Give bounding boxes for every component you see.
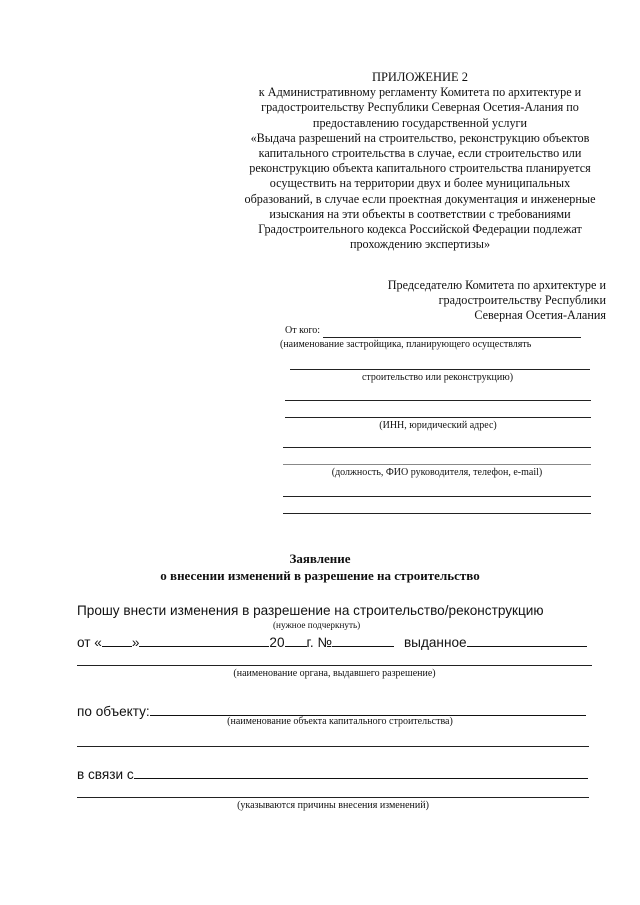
reason-label: в связи с [77, 767, 134, 782]
appendix-line: градостроительству Республики Северная Осетия-Алания по [261, 100, 579, 115]
contact-hint: (должность, ФИО руководителя, телефон, e-mail) [331, 467, 543, 478]
year-prefix: 20 [269, 635, 285, 650]
addressee-line: Северная Осетия-Алания [474, 308, 606, 323]
issued-by-field[interactable] [467, 632, 587, 647]
number-field[interactable] [332, 632, 394, 647]
reason-field[interactable] [134, 764, 588, 779]
appendix-line: капитального строительства в случае, если строительство или [258, 146, 582, 161]
appendix-line: изыскания на эти объекты в соответствии с требованиями [269, 206, 571, 221]
from-hint-2: строительство или реконструкцию) [361, 372, 514, 383]
year-field[interactable] [285, 632, 307, 647]
issuer-field-line[interactable] [77, 665, 592, 666]
day-field[interactable] [102, 632, 132, 647]
appendix-line: прохождению экспертизы» [349, 237, 491, 252]
addressee-line: градостроительству Республики [438, 293, 606, 308]
addressee-block [276, 278, 606, 324]
from-field-line[interactable] [290, 369, 590, 370]
contact-field-line[interactable] [283, 464, 591, 465]
issued-label: выданное [403, 635, 467, 650]
appendix-line: осуществить на территории двух и более муниципальных [269, 176, 571, 191]
request-text: Прошу внести изменения в разрешение на строительство/реконструкцию [77, 603, 544, 618]
from-row [285, 324, 590, 338]
appendix-heading: ПРИЛОЖЕНИЕ 2 [371, 70, 469, 84]
contact-field-line[interactable] [283, 447, 591, 448]
appendix-line: к Административному регламенту Комитета по архитектуре и [258, 85, 582, 100]
date-close: » [131, 635, 140, 650]
appendix-line: предоставлению государственной услуги [312, 115, 528, 130]
object-field-line[interactable] [77, 746, 589, 747]
object-label: по объекту: [77, 704, 150, 719]
request-hint: (нужное подчеркнуть) [273, 620, 361, 630]
document-subtitle: о внесении изменений в разрешение на строительство [160, 568, 480, 583]
appendix-line: реконструкцию объекта капитального строительства планируется [249, 161, 591, 176]
reason-field-line[interactable] [77, 797, 589, 798]
number-label: г. № [306, 635, 332, 650]
extra-field-line[interactable] [283, 513, 591, 514]
appendix-line: образований, в случае если проектная документация и инженерные [244, 191, 596, 206]
from-label: От кого: [285, 325, 321, 336]
from-hint-1: (наименование застройщика, планирующего осуществлять [280, 339, 532, 350]
from-field[interactable] [323, 325, 581, 338]
inn-field-line[interactable] [285, 417, 591, 418]
inn-field-line[interactable] [285, 400, 591, 401]
reason-row [77, 764, 592, 782]
addressee-line: Председателю Комитета по архитектуре и [387, 278, 606, 292]
appendix-block [235, 70, 605, 252]
date-row [77, 632, 597, 650]
appendix-line: Градостроительного кодекса Российской Федерации подлежат [258, 222, 582, 237]
issuer-hint: (наименование органа, выдавшего разрешение) [233, 668, 436, 679]
appendix-line: «Выдача разрешений на строительство, реконструкцию объектов [250, 130, 590, 145]
extra-field-line[interactable] [283, 496, 591, 497]
inn-hint: (ИНН, юридический адрес) [379, 420, 497, 431]
reason-hint: (указываются причины внесения изменений) [237, 800, 429, 811]
object-hint: (наименование объекта капитального строительства) [227, 716, 453, 727]
date-prefix: от « [77, 635, 102, 650]
object-field[interactable] [150, 701, 586, 716]
document-title: Заявление [289, 551, 351, 566]
month-field[interactable] [139, 632, 269, 647]
